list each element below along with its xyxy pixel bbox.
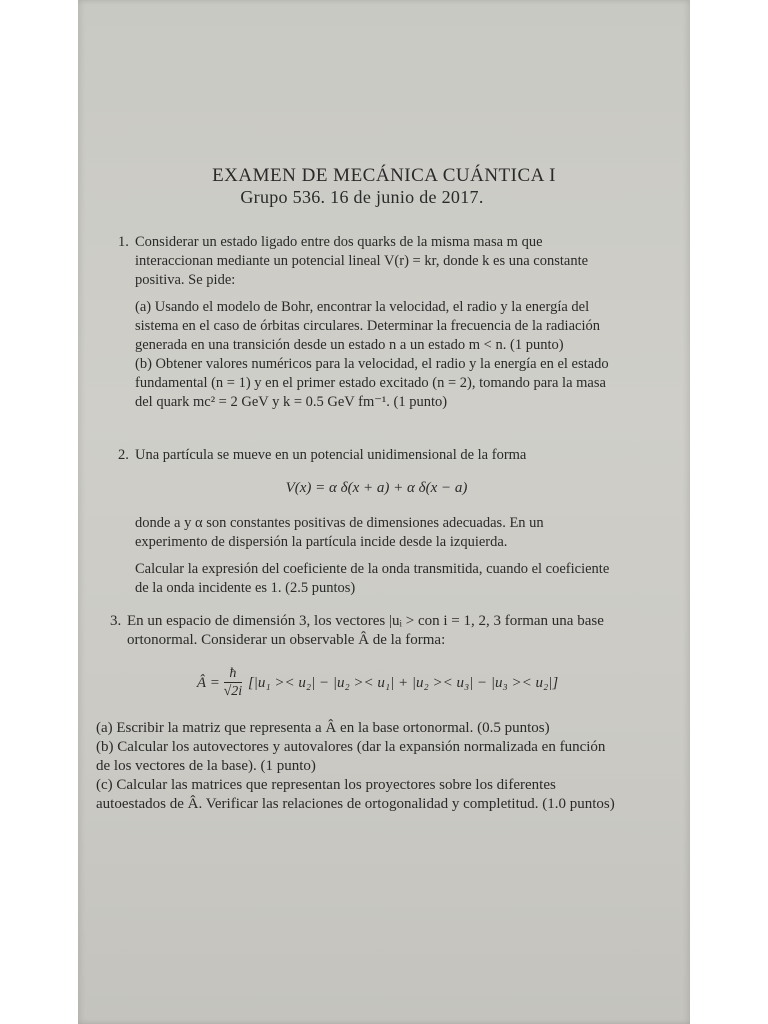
problem-1-part-b: (b) Obtener valores numéricos para la velocidad, el radio y la energía en el estado fundamental (n = 1) y en el primer estado excitado (n = 2), tomando para la masa del quark mc² = 2 GeV y k = 0.5 GeV fm⁻¹. (1 punto) [135,356,609,410]
equation-lhs: Â = [196,674,220,691]
problem-1-intro: Considerar un estado ligado entre dos quarks de la misma masa m que interaccionan mediante un potencial lineal V(r) = kr, donde k es una constante positiva. Se pide: [135,234,589,288]
problem-1 [118,233,618,416]
problem-2-task: Calcular la expresión del coeficiente de la onda transmitida, cuando el coeficiente de la onda incidente es 1. (2.5 puntos) [135,561,610,596]
exam-title: EXAMEN DE MECÁNICA CUÁNTICA I [212,165,556,186]
problem-2-equation: V(x) = α δ(x + a) + α δ(x − a) [285,480,468,496]
equation-fraction [224,666,243,701]
exam-content [78,0,690,1024]
problem-3-part-b: (b) Calcular los autovectores y autovalores (dar la expansión normalizada en función de los vectores de la base). (1 punto) [96,739,606,774]
problem-2-after-equation: donde a y α son constantes positivas de dimensiones adecuadas. En un experimento de dispersión la partícula incide desde la izquierda. [135,515,544,550]
problem-3-intro: En un espacio de dimensión 3, los vectores |uᵢ > con i = 1, 2, 3 forman una base ortonormal. Considerar un observable Â de la forma: [127,613,604,648]
equation-numerator: ħ [224,666,243,683]
equation-rhs: [|u₁ >< u₂| − |u₂ >< u₁| + |u₂ >< u₃| − |u₃ >< u₂|] [247,674,559,691]
problem-1-part-a: (a) Usando el modelo de Bohr, encontrar la velocidad, el radio y la energía del sistema en el caso de órbitas circulares. Determinar la frecuencia de la radiación generada en una transición desde un estado n a un estado m < n. (1 punto) [135,299,600,353]
problem-3 [96,612,628,814]
exam-group-date: Grupo 536. 16 de junio de 2017. [240,187,484,207]
problem-1-number: 1. [118,234,129,250]
problem-2-intro: Una partícula se mueve en un potencial unidimensional de la forma [135,447,527,463]
problem-3-part-a: (a) Escribir la matriz que representa a Â en la base ortonormal. (0.5 puntos) [96,720,550,736]
exam-paper [78,0,690,1024]
problem-3-equation [127,666,628,701]
problem-2-number: 2. [118,447,129,463]
problem-3-number: 3. [110,613,122,629]
problem-2 [118,446,618,602]
problem-3-part-c: (c) Calcular las matrices que representan los proyectores sobre los diferentes autoestados de Â. Verificar las relaciones de ortogonalidad y completitud. (1.0 puntos) [96,777,615,812]
equation-denominator: √2i [223,684,243,699]
